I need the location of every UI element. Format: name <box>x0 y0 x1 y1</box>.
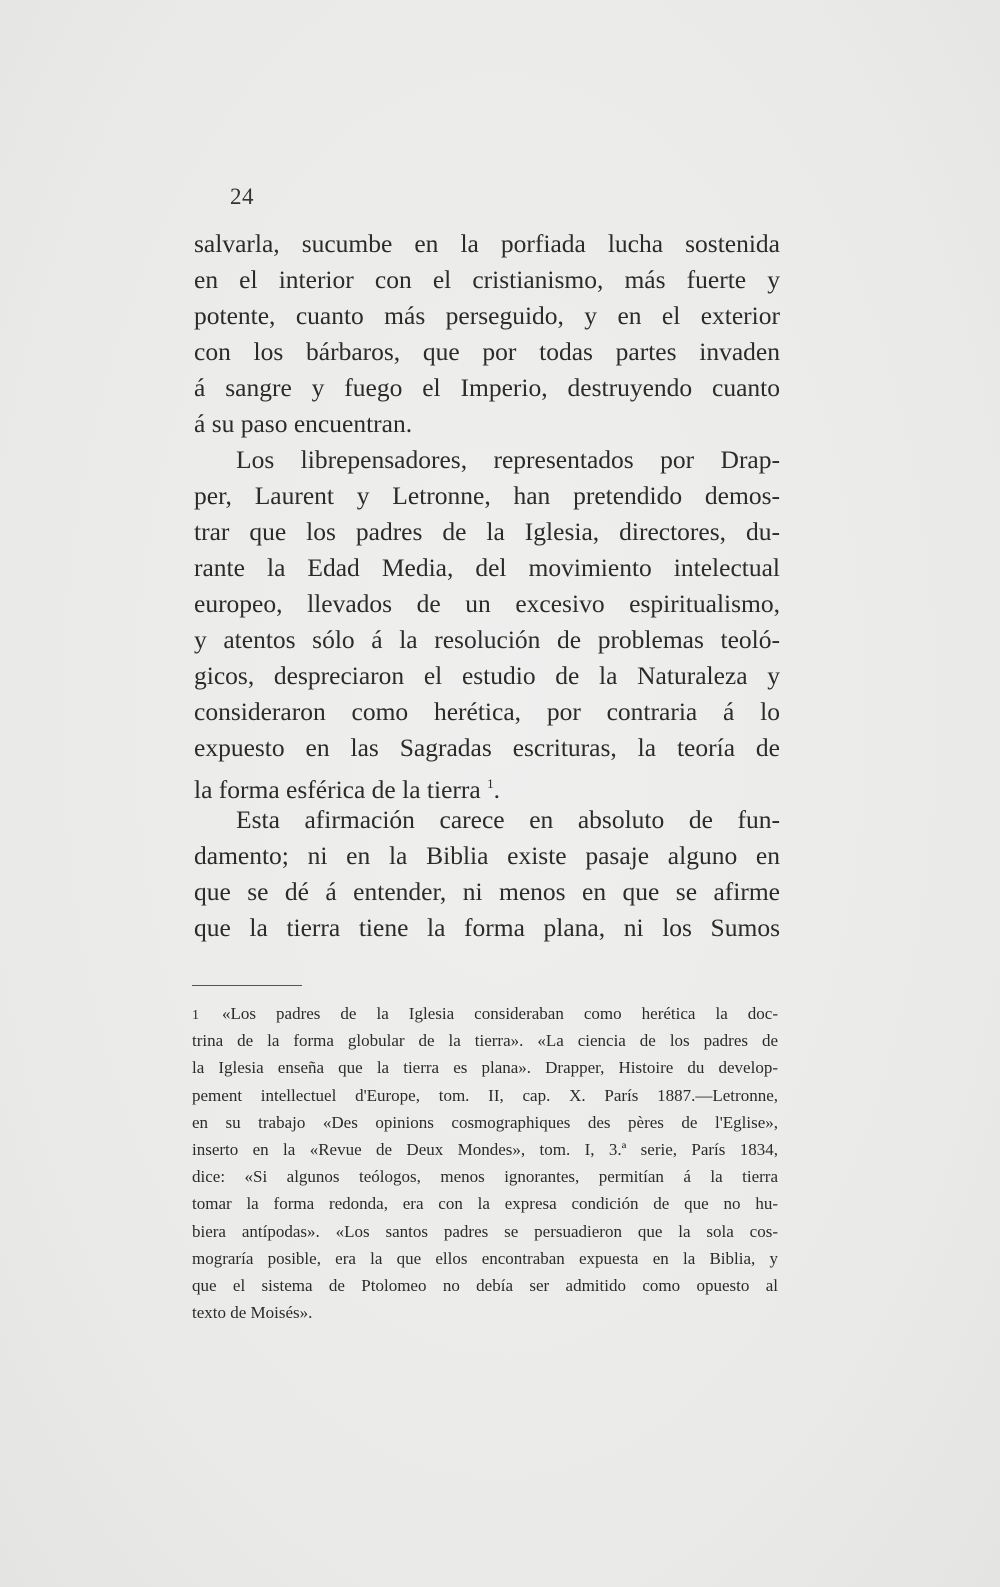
body-line: con los bárbaros, que por todas partes invaden <box>194 337 780 366</box>
body-line: trar que los padres de la Iglesia, directores, du- <box>194 517 780 546</box>
footnote-line: dice: «Si algunos teólogos, menos ignorantes, permitían á la tierra <box>192 1167 778 1187</box>
page-number: 24 <box>230 184 254 209</box>
body-line: gicos, despreciaron el estudio de la Naturaleza y <box>194 661 780 690</box>
body-line: expuesto en las Sagradas escrituras, la teoría de <box>194 733 780 762</box>
footnote-marker: 1 <box>192 1008 199 1023</box>
body-line: á sangre y fuego el Imperio, destruyendo cuanto <box>194 373 780 402</box>
body-line: Esta afirmación carece en absoluto de fun- <box>236 805 780 834</box>
footnote-line: en su trabajo «Des opinions cosmographiques des pères de l'Eglise», <box>192 1112 778 1132</box>
body-line-with-footnote <box>194 766 780 802</box>
body-line: consideraron como herética, por contraria á lo <box>194 697 780 726</box>
footnote-reference-punct: . <box>493 775 500 804</box>
body-line: potente, cuanto más perseguido, y en el exterior <box>194 301 780 330</box>
footnote-line: texto de Moisés». <box>192 1303 313 1323</box>
body-line: que se dé á entender, ni menos en que se afirme <box>194 877 780 906</box>
body-line: rante la Edad Media, del movimiento intelectual <box>194 553 780 582</box>
footnote-reference: 1 <box>487 776 494 791</box>
body-text <box>194 226 780 946</box>
body-line: per, Laurent y Letronne, han pretendido demos- <box>194 481 780 510</box>
body-line: á su paso encuentran. <box>194 409 413 438</box>
footnote-line-text: «Los padres de la Iglesia consideraban como herética la doc- <box>222 1004 778 1023</box>
footnote-line <box>192 1000 778 1027</box>
footnote-line: tomar la forma redonda, era con la expresa condición de que no hu- <box>192 1194 778 1214</box>
body-line: en el interior con el cristianismo, más fuerte y <box>194 265 780 294</box>
footnotes <box>192 1000 778 1326</box>
body-line: Los librepensadores, representados por Drap- <box>236 445 780 474</box>
footnote-line: inserto en la «Revue de Deux Mondes», tom. I, 3.ª serie, París 1834, <box>192 1139 778 1159</box>
body-line: y atentos sólo á la resolución de problemas teoló- <box>194 625 780 654</box>
body-line: damento; ni en la Biblia existe pasaje alguno en <box>194 841 780 870</box>
footnote-line: mograría posible, era la que ellos encontraban expuesta en la Biblia, y <box>192 1248 778 1268</box>
body-line: europeo, llevados de un excesivo espiritualismo, <box>194 589 780 618</box>
footnote-line: pement intellectuel d'Europe, tom. II, cap. X. París 1887.—Letronne, <box>192 1085 778 1105</box>
footnote-line: que el sistema de Ptolomeo no debía ser admitido como opuesto al <box>192 1275 778 1295</box>
footnote-divider <box>192 985 302 986</box>
body-line: salvarla, sucumbe en la porfiada lucha sostenida <box>194 229 780 258</box>
footnote-line: trina de la forma globular de la tierra». «La ciencia de los padres de <box>192 1031 778 1051</box>
body-line-text: la forma esférica de la tierra <box>194 775 481 804</box>
footnote-line: biera antípodas». «Los santos padres se persuadieron que la sola cos- <box>192 1221 778 1241</box>
body-line: que la tierra tiene la forma plana, ni los Sumos <box>194 913 780 942</box>
footnote-line: la Iglesia enseña que la tierra es plana». Drapper, Histoire du develop- <box>192 1058 778 1078</box>
